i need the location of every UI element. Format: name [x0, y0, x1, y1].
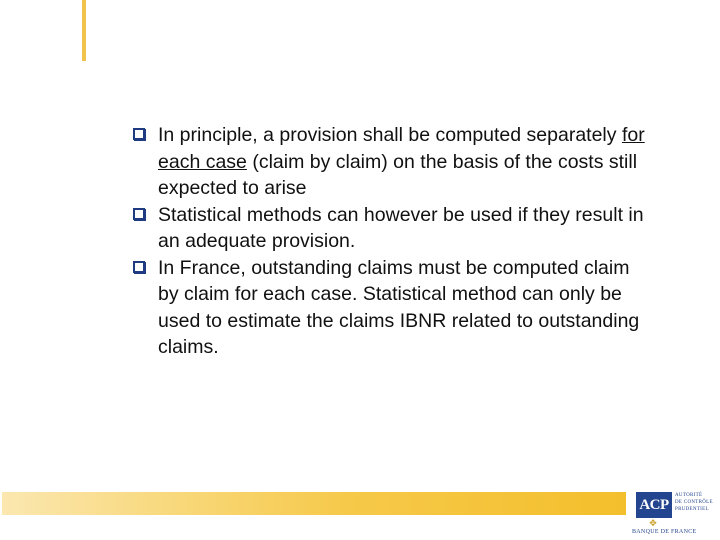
bullet-item	[133, 255, 653, 361]
logo-side-line: AUTORITÉ	[675, 493, 703, 498]
acp-logo	[632, 490, 718, 538]
acp-logo-bottom-text: BANQUE DE FRANCE	[632, 529, 697, 535]
acp-logo-mark: ACP	[636, 492, 672, 518]
bullet-item	[133, 202, 653, 255]
bullet-text-part: In principle, a provision shall be computed separately	[158, 124, 622, 146]
logo-side-line: DE CONTRÔLE	[675, 500, 713, 505]
bullet-text: Statistical methods can however be used if they result in an adequate provision.	[158, 203, 644, 252]
checkbox-bullet-icon	[133, 208, 145, 220]
seal-icon: ✥	[649, 518, 657, 528]
bullet-text-part: (claim by claim) on the basis of the costs still expected to arise	[158, 150, 638, 199]
acp-logo-side-text	[675, 492, 717, 513]
footer-band	[2, 492, 626, 515]
logo-side-line: PRUDENTIEL	[675, 507, 709, 512]
checkbox-bullet-icon	[133, 128, 145, 140]
bullet-list	[133, 122, 653, 361]
checkbox-bullet-icon	[133, 261, 145, 273]
bullet-text	[158, 124, 645, 199]
accent-bar	[82, 0, 86, 61]
bullet-text: In France, outstanding claims must be computed claim by claim for each case. Statistical method can only be used to estimate the claims IBNR related to outstanding claims.	[158, 256, 640, 358]
bullet-text-underlined: for each case	[158, 124, 645, 173]
bullet-item	[133, 122, 653, 202]
